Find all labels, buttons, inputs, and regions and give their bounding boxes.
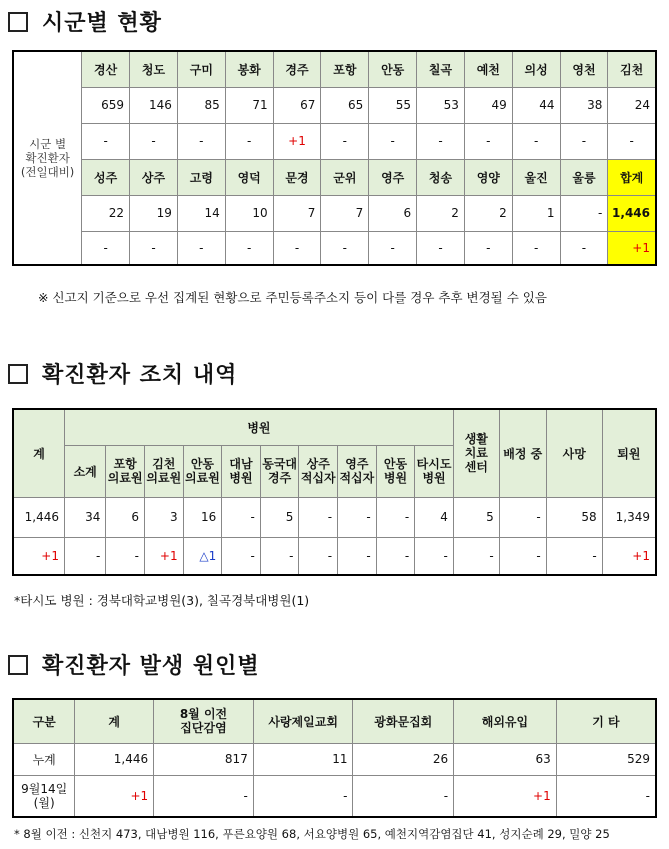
city-name: 영주 <box>369 159 417 195</box>
city-value: 1 <box>512 195 560 231</box>
city-value: - <box>273 231 321 265</box>
header-line: 동국대 <box>262 457 298 471</box>
row-label-line: (월) <box>33 795 55 810</box>
header-subtotal: 소계 <box>64 445 105 497</box>
city-name: 청송 <box>417 159 465 195</box>
header-overseas: 해외유입 <box>454 699 557 743</box>
cause-value: 63 <box>454 743 557 775</box>
header-gwanghwa: 광화문집회 <box>353 699 454 743</box>
city-value: - <box>417 123 465 159</box>
data-row <box>13 743 656 775</box>
city-value: 53 <box>417 87 465 123</box>
header-line: 안동 <box>190 457 214 471</box>
header-line: 병원 <box>229 471 253 485</box>
measure-value: - <box>338 537 377 575</box>
city-value: 6 <box>369 195 417 231</box>
measure-value: - <box>499 497 546 537</box>
measure-value: - <box>260 537 299 575</box>
header-church: 사랑제일교회 <box>253 699 353 743</box>
note-hospital: *타시도 병원 : 경북대학교병원(3), 칠곡경북대병원(1) <box>14 593 310 608</box>
measure-value: - <box>546 537 602 575</box>
header-line: 집단감염 <box>180 721 227 736</box>
city-name: 영덕 <box>225 159 273 195</box>
header-discharge: 퇴원 <box>602 409 656 497</box>
cause-value: 1,446 <box>75 743 154 775</box>
header-etc: 기 타 <box>556 699 656 743</box>
side-label-line: 확진환자 <box>25 151 70 165</box>
measure-value: +1 <box>145 537 184 575</box>
measure-value: - <box>376 537 415 575</box>
measure-value: - <box>376 497 415 537</box>
city-value: 55 <box>369 87 417 123</box>
city-name: 군위 <box>321 159 369 195</box>
city-value: - <box>560 231 608 265</box>
city-value: - <box>82 123 130 159</box>
city-value: - <box>417 231 465 265</box>
city-value: 2 <box>464 195 512 231</box>
cause-value: - <box>253 775 353 817</box>
side-label <box>13 51 82 265</box>
city-value: - <box>608 123 656 159</box>
city-value: 22 <box>82 195 130 231</box>
measure-value: 4 <box>415 497 454 537</box>
measure-value: - <box>222 537 261 575</box>
header-hospital-col <box>299 445 338 497</box>
header-row <box>13 699 656 743</box>
measure-value: 1,349 <box>602 497 656 537</box>
city-name: 합계 <box>608 159 656 195</box>
city-value: 146 <box>130 87 178 123</box>
header-hospital-col <box>415 445 454 497</box>
city-name: 봉화 <box>225 51 273 87</box>
city-value: - <box>130 231 178 265</box>
note-cause: * 8월 이전 : 신천지 473, 대남병원 116, 푸른요양원 68, 서요양병원 65, 예천지역감염집단 41, 성지순례 29, 밀양 25 <box>14 827 610 841</box>
city-name: 포항 <box>321 51 369 87</box>
row-label-line: 9월14일 <box>21 781 68 796</box>
city-value: 7 <box>273 195 321 231</box>
city-value: - <box>464 231 512 265</box>
city-value: - <box>321 231 369 265</box>
header-hospital-col <box>338 445 377 497</box>
measure-value: 6 <box>106 497 145 537</box>
header-line: 적십자 <box>339 471 375 485</box>
header-row <box>13 409 656 445</box>
header-hospital-col <box>260 445 299 497</box>
city-value: 85 <box>177 87 225 123</box>
cause-value: 26 <box>353 743 454 775</box>
measure-value: 34 <box>64 497 105 537</box>
header-hospital-col <box>376 445 415 497</box>
header-line: 의료원 <box>107 471 143 485</box>
measure-value: - <box>299 497 338 537</box>
side-label-line: 시군 별 <box>29 137 67 151</box>
row-label: 누계 <box>13 743 75 775</box>
city-name: 경주 <box>273 51 321 87</box>
city-value: +1 <box>273 123 321 159</box>
city-value: 24 <box>608 87 656 123</box>
header-line: 의료원 <box>185 471 220 485</box>
city-value: - <box>512 123 560 159</box>
measure-value: 16 <box>183 497 222 537</box>
header-line: 포항 <box>113 457 137 471</box>
city-value: - <box>177 123 225 159</box>
measures-table <box>12 408 657 576</box>
section-title-cause: 확진환자 발생 원인별 <box>8 649 260 680</box>
measure-value: 58 <box>546 497 602 537</box>
city-value: 1,446 <box>608 195 656 231</box>
city-name: 문경 <box>273 159 321 195</box>
header-death: 사망 <box>546 409 602 497</box>
header-gubun: 구분 <box>13 699 75 743</box>
measure-value: - <box>299 537 338 575</box>
header-line: 상주 <box>306 457 330 471</box>
city-value: - <box>225 231 273 265</box>
table-row <box>13 231 656 265</box>
city-name: 영천 <box>560 51 608 87</box>
header-line: 치료 <box>464 446 488 461</box>
table-row <box>13 87 656 123</box>
section-title-by-city: 시군별 현황 <box>8 6 162 37</box>
measure-value: 5 <box>260 497 299 537</box>
note-city: ※ 신고지 기준으로 우선 집계된 현황으로 주민등록주소지 등이 다를 경우 추후 변경될 수 있음 <box>38 290 547 305</box>
city-value: - <box>464 123 512 159</box>
header-hospital: 병원 <box>64 409 453 445</box>
header-line: 김천 <box>152 457 176 471</box>
city-value: 49 <box>464 87 512 123</box>
cause-table <box>12 698 657 818</box>
measure-value: 1,446 <box>13 497 64 537</box>
city-value: - <box>369 123 417 159</box>
measure-value: - <box>338 497 377 537</box>
header-line: 적십자 <box>300 471 336 485</box>
city-name: 경산 <box>82 51 130 87</box>
city-value: 7 <box>321 195 369 231</box>
city-value: 19 <box>130 195 178 231</box>
table-row <box>13 195 656 231</box>
city-name: 청도 <box>130 51 178 87</box>
header-assign: 배정 중 <box>499 409 546 497</box>
city-name: 의성 <box>512 51 560 87</box>
section-title-measures: 확진환자 조치 내역 <box>8 358 237 389</box>
measure-value: △1 <box>183 537 222 575</box>
table-row <box>13 159 656 195</box>
table-row <box>13 123 656 159</box>
header-life-center <box>453 409 499 497</box>
city-name: 상주 <box>130 159 178 195</box>
city-name: 고령 <box>177 159 225 195</box>
measure-value: +1 <box>13 537 64 575</box>
city-value: - <box>369 231 417 265</box>
city-name: 안동 <box>369 51 417 87</box>
header-total: 계 <box>13 409 64 497</box>
data-row <box>13 775 656 817</box>
header-hospital-col <box>222 445 261 497</box>
data-row <box>13 497 656 537</box>
city-value: 14 <box>177 195 225 231</box>
header-hospital-col <box>106 445 145 497</box>
city-value: 67 <box>273 87 321 123</box>
cause-value: - <box>154 775 254 817</box>
measure-value: - <box>64 537 105 575</box>
city-name: 울릉 <box>560 159 608 195</box>
header-total: 계 <box>75 699 154 743</box>
cause-value: - <box>353 775 454 817</box>
checkbox-icon <box>8 655 28 675</box>
city-value: +1 <box>608 231 656 265</box>
measure-value: - <box>453 537 499 575</box>
city-name: 영양 <box>464 159 512 195</box>
measure-value: 3 <box>145 497 184 537</box>
city-value: 659 <box>82 87 130 123</box>
city-name: 칠곡 <box>417 51 465 87</box>
city-value: 44 <box>512 87 560 123</box>
city-value: - <box>225 123 273 159</box>
city-value: 10 <box>225 195 273 231</box>
cause-value: 11 <box>253 743 353 775</box>
header-line: 타시도 <box>416 457 452 471</box>
data-row <box>13 537 656 575</box>
measure-value: +1 <box>602 537 656 575</box>
side-label-line: (전일대비) <box>20 165 75 179</box>
measure-value: - <box>106 537 145 575</box>
city-value: - <box>560 195 608 231</box>
city-value: 71 <box>225 87 273 123</box>
header-line: 병원 <box>422 471 446 485</box>
measure-value: - <box>415 537 454 575</box>
city-value: - <box>560 123 608 159</box>
measure-value: - <box>222 497 261 537</box>
cause-value: 529 <box>556 743 656 775</box>
checkbox-icon <box>8 12 28 32</box>
cause-value: - <box>556 775 656 817</box>
header-line: 병원 <box>383 471 408 485</box>
header-line: 센터 <box>464 460 488 475</box>
city-value: - <box>321 123 369 159</box>
checkbox-icon <box>8 364 28 384</box>
city-value: 38 <box>560 87 608 123</box>
table-row <box>13 51 656 87</box>
header-line: 의료원 <box>146 471 182 485</box>
cause-value: 817 <box>154 743 254 775</box>
city-table <box>12 50 657 266</box>
city-value: 2 <box>417 195 465 231</box>
cause-value: +1 <box>454 775 557 817</box>
header-line: 8월 이전 <box>179 707 228 722</box>
city-name: 성주 <box>82 159 130 195</box>
header-aug <box>154 699 254 743</box>
header-line: 경주 <box>268 471 292 485</box>
city-name: 김천 <box>608 51 656 87</box>
city-name: 예천 <box>464 51 512 87</box>
header-line: 안동 <box>383 457 408 471</box>
city-value: 65 <box>321 87 369 123</box>
header-line: 대남 <box>229 457 253 471</box>
measure-value: 5 <box>453 497 499 537</box>
header-line: 생활 <box>464 432 488 447</box>
measure-value: - <box>499 537 546 575</box>
header-line: 영주 <box>345 457 369 471</box>
header-hospital-col <box>145 445 184 497</box>
city-name: 울진 <box>512 159 560 195</box>
city-name: 구미 <box>177 51 225 87</box>
row-label <box>13 775 75 817</box>
city-value: - <box>130 123 178 159</box>
header-hospital-col <box>183 445 222 497</box>
city-value: - <box>512 231 560 265</box>
city-value: - <box>82 231 130 265</box>
city-value: - <box>177 231 225 265</box>
cause-value: +1 <box>75 775 154 817</box>
